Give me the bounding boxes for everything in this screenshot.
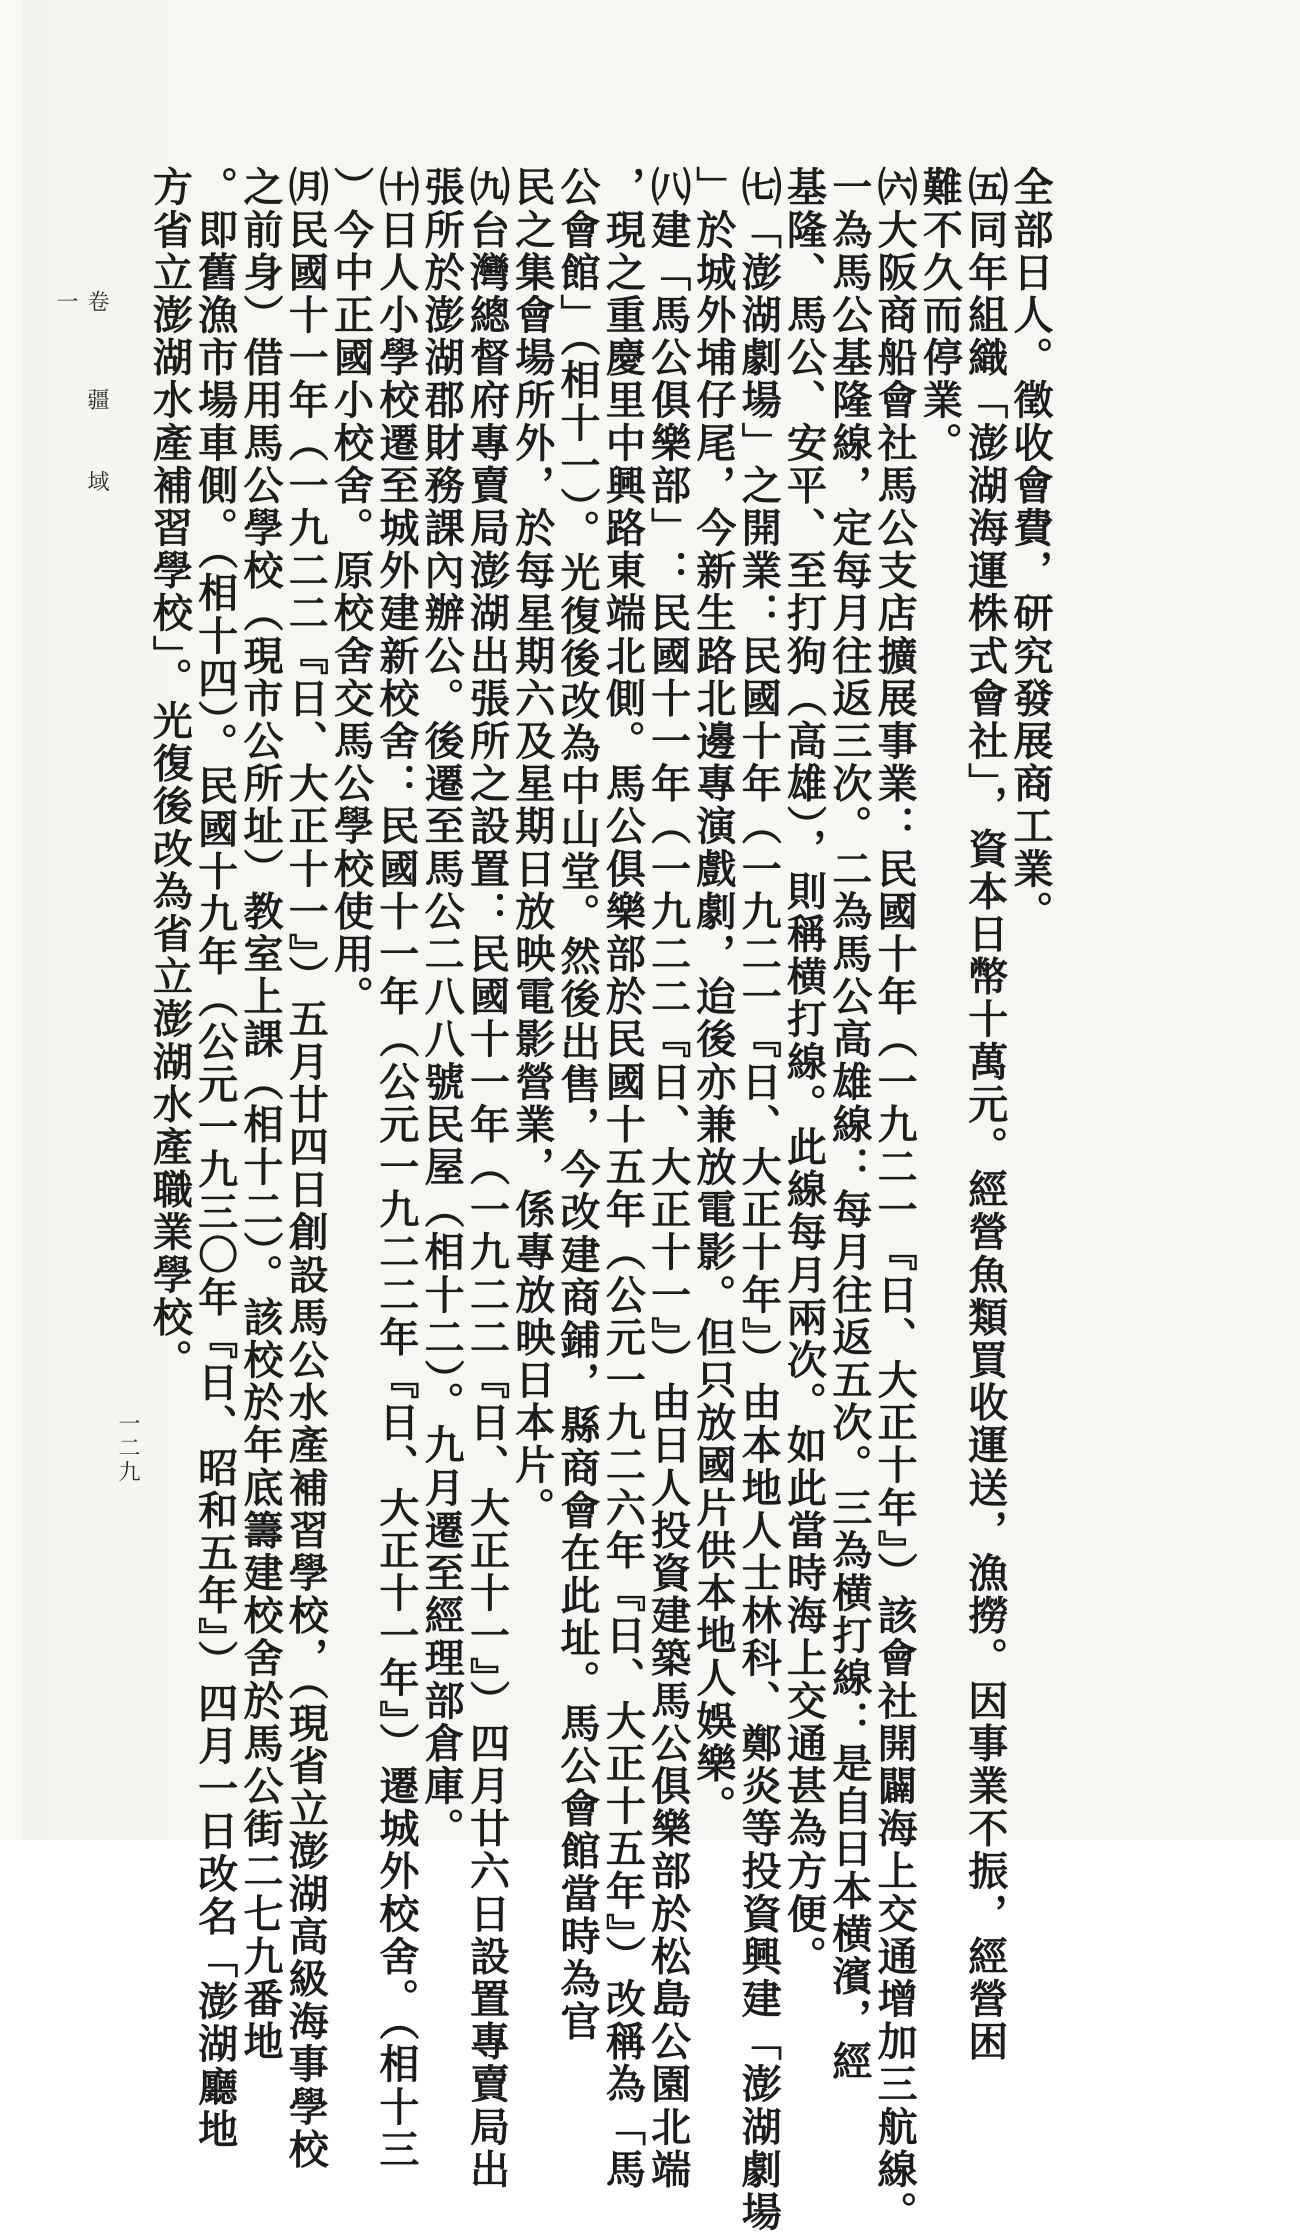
text-line: 張所於澎湖郡財務課內辦公。後遷至馬公二八八號民屋（相十二）。九月遷至經理部倉庫。	[418, 166, 466, 1850]
text-line: ）今中正國小校舍。原校舍交馬公學校使用。	[327, 166, 375, 1018]
volume-label: 卷一	[53, 290, 109, 315]
text-line: 」於城外埔仔尾，今新生路北邊專演戲劇，迨後亦兼放電影。但只放國片供本地人娛樂。	[689, 166, 737, 1828]
page-number: 一二九	[115, 1412, 140, 1484]
section-label: 疆	[84, 388, 109, 413]
text-line: 方省立澎湖水產補習學校」。光復後改為省立澎湖水產職業學校。	[146, 166, 194, 1382]
text-line: ㈧建「馬公俱樂部」：民國十一年（一九二二『日、大正十一』）由日人投資建築馬公俱樂部於松島公園北端	[644, 166, 692, 2191]
text-line: 難不久而停業。	[916, 166, 964, 465]
text-line: ㈩日人小學校遷至城外建新校舍：民國十一年（公元一九二二年『日、大正十一年』）遷城外校舍。（相十三	[372, 166, 420, 2171]
text-line: ㈨台灣總督府專賣局澎湖出張所之設置：民國十一年（一九二二『日、大正十一』）四月廿六日設置專賣局出	[463, 166, 511, 2191]
text-line: 基隆、馬公、安平、至打狗（高雄），則稱横打線。此線每月兩次。如此當時海上交通甚為方便。	[780, 166, 828, 1978]
subsection-label: 域	[84, 470, 109, 495]
text-line: 民之集會場所外，於每星期六及星期日放映電影營業，係專放映日本片。	[508, 166, 556, 1530]
body-text	[146, 166, 1054, 2233]
text-line: ㈥大阪商船會社馬公支店擴展事業：民國十年（一九二一『日、大正十年』）該會社開闢海上交通增加三航線。	[871, 166, 919, 2233]
text-line: 。即舊漁市場車側。（相十四）。民國十九年（公元一九三〇年『日、昭和五年』）四月一日改名「澎湖廳地	[191, 166, 239, 2151]
text-line: ㈦「澎湖劇場」之開業：民國十年（一九二一『日、大正十年』）由本地人士林科、鄭炎等投資興建「澎湖劇場	[735, 166, 783, 2233]
text-line: 之前身）借用馬公學校（現市公所址）教室上課（相十二）。該校於年底籌建校舍於馬公街二七九番地	[236, 166, 284, 2063]
text-line: 公會館」（相十一）。光復後改為中山堂。然後出售，今改建商鋪，縣商會在此址。馬公會館當時為官	[554, 166, 602, 2043]
text-line: 全部日人。徵收會費，研究發展商工業。	[1007, 166, 1054, 933]
text-line: ，現之重慶里中興路東端北側。馬公俱樂部於民國十五年（公元一九二六年『日、大正十五年』）改稱為「馬	[599, 166, 647, 2191]
text-line: 一為馬公基隆線，定每月往返三次。二為馬公高雄線：每月往返五次。三為横打線：是自日本横濱，經	[825, 166, 873, 2083]
text-line: ㈤同年組織「澎湖海運株式會社」，資本日幣十萬元。經營魚類買收運送，漁撈。因事業不振，經營困	[961, 166, 1009, 2063]
text-line: ㈪民國十一年（一九二二『日、大正十一』）五月廿四日創設馬公水產補習學校，（現省立澎湖高級海事學校	[282, 166, 330, 2171]
